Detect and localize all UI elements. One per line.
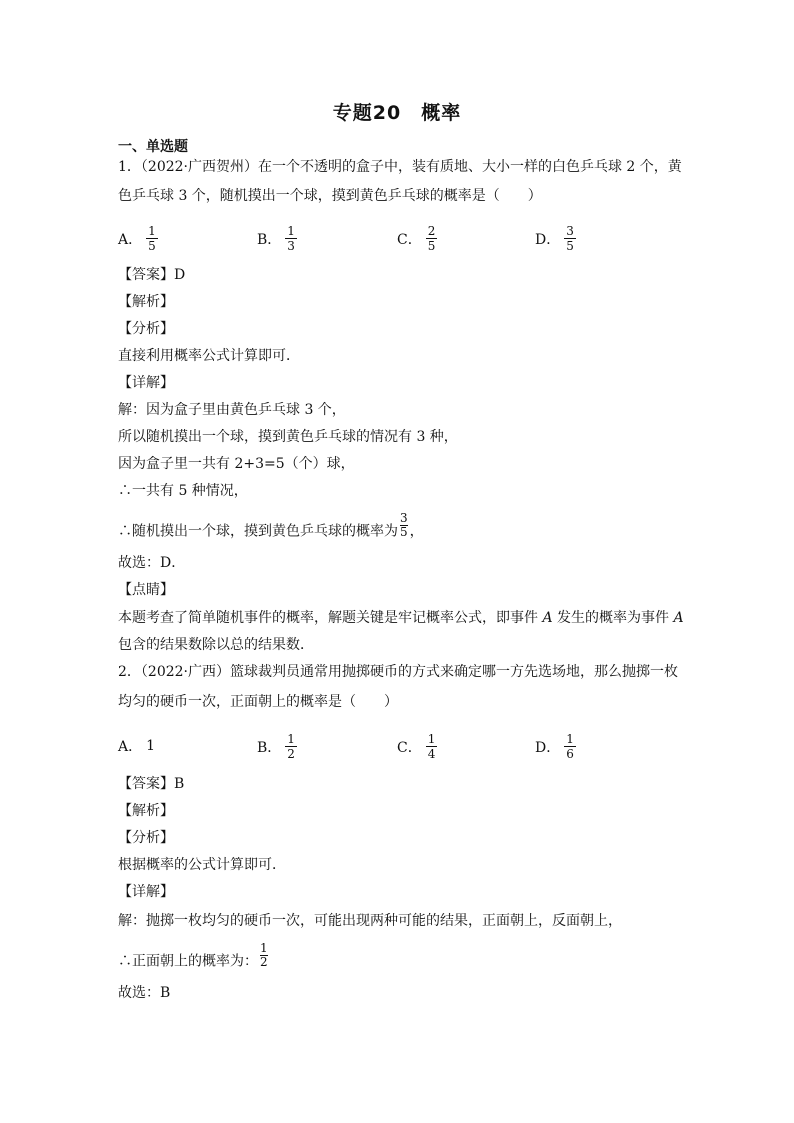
- option-fraction: [285, 224, 297, 253]
- comment-text: 本题考查了简单随机事件的概率，解题关键是牢记概率公式，即事件: [118, 610, 543, 626]
- fraction-numerator: 1: [566, 732, 574, 746]
- fraction-numerator: 1: [287, 224, 295, 238]
- fraction-denominator: 5: [148, 239, 156, 253]
- option-fraction: [426, 732, 438, 761]
- q1-fenxi-heading: 【分析】: [118, 321, 174, 337]
- fraction-numerator: 3: [566, 224, 574, 238]
- detail-text-end: ，: [409, 523, 424, 540]
- option-label: D．: [535, 739, 561, 756]
- q2-stem-line2: 均匀的硬币一次，正面朝上的概率是（ ）: [118, 694, 398, 710]
- variable-a: A: [542, 610, 553, 626]
- q1-option-d: [535, 224, 576, 253]
- q2-detail-line1: 解：抛掷一枚均匀的硬币一次，可能出现两种可能的结果，正面朝上，反面朝上，: [118, 913, 622, 929]
- q1-option-a: [118, 224, 158, 253]
- fraction-denominator: 2: [260, 955, 268, 969]
- q2-xiangjie-heading: 【详解】: [118, 884, 174, 900]
- fraction-denominator: 3: [287, 239, 295, 253]
- q1-detail-line5: [118, 511, 424, 545]
- q1-stem-line2: 色乒乓球 3 个，随机摸出一个球，摸到黄色乒乓球的概率是（ ）: [118, 188, 542, 204]
- option-fraction: [426, 224, 438, 253]
- option-fraction: [146, 224, 158, 253]
- option-label: B．: [257, 231, 282, 248]
- variable-a: A: [673, 610, 684, 626]
- q1-detail-line2: 所以随机摸出一个球，摸到黄色乒乓球的情况有 3 种，: [118, 429, 458, 445]
- q1-dianjing-heading: 【点睛】: [118, 582, 174, 598]
- q1-comment-line2: 包含的结果数除以总的结果数．: [118, 637, 314, 653]
- q1-option-b: [257, 224, 297, 253]
- fraction-numerator: 1: [260, 941, 268, 955]
- detail-text: ∴正面朝上的概率为：: [118, 953, 258, 970]
- fraction-denominator: 5: [566, 239, 574, 253]
- inline-fraction: [400, 512, 408, 539]
- q1-fenxi-text: 直接利用概率公式计算即可．: [118, 348, 300, 364]
- option-label: D．: [535, 231, 561, 248]
- q2-option-a: [118, 736, 155, 756]
- q1-answer: 【答案】D: [118, 267, 186, 283]
- section-heading: 一、单选题: [118, 139, 188, 155]
- q2-jiexi-heading: 【解析】: [118, 803, 174, 819]
- q1-detail-line3: 因为盒子里一共有 2+3=5（个）球，: [118, 456, 355, 472]
- fraction-numerator: 1: [287, 732, 295, 746]
- option-label: B．: [257, 739, 282, 756]
- q2-option-c: [397, 732, 437, 761]
- fraction-denominator: 2: [287, 747, 295, 761]
- q2-choose: 故选：B: [118, 985, 171, 1001]
- detail-text: ∴随机摸出一个球，摸到黄色乒乓球的概率为: [118, 523, 398, 540]
- q1-jiexi-heading: 【解析】: [118, 294, 174, 310]
- q1-choose: 故选：D．: [118, 555, 186, 571]
- fraction-numerator: 1: [427, 732, 436, 746]
- fraction-numerator: 2: [427, 224, 436, 238]
- option-value: 1: [146, 738, 156, 754]
- q1-comment-line1: [118, 608, 684, 628]
- fraction-denominator: 5: [400, 525, 408, 539]
- q1-xiangjie-heading: 【详解】: [118, 375, 174, 391]
- option-fraction: [564, 732, 576, 761]
- option-label: C．: [397, 231, 422, 248]
- option-label: A．: [118, 231, 143, 248]
- q1-option-c: [397, 224, 437, 253]
- fraction-denominator: 6: [566, 747, 574, 761]
- q2-fenxi-heading: 【分析】: [118, 830, 174, 846]
- inline-fraction: [260, 942, 268, 969]
- q2-fenxi-text: 根据概率的公式计算即可．: [118, 857, 286, 873]
- option-fraction: [285, 732, 297, 761]
- option-label: A．: [118, 739, 143, 755]
- page-title: 专题20 概率: [332, 102, 462, 124]
- q2-answer: 【答案】B: [118, 776, 185, 792]
- option-label: C．: [397, 739, 422, 756]
- fraction-numerator: 1: [148, 224, 156, 238]
- q2-option-b: [257, 732, 297, 761]
- q2-option-d: [535, 732, 576, 761]
- option-fraction: [564, 224, 576, 253]
- q2-stem-line1: 2．（2022·广西）篮球裁判员通常用抛掷硬币的方式来确定哪一方先选场地，那么抛掷一枚: [118, 664, 678, 680]
- fraction-denominator: 4: [427, 747, 436, 761]
- q1-detail-line1: 解：因为盒子里由黄色乒乓球 3 个，: [118, 402, 346, 418]
- fraction-numerator: 3: [400, 511, 408, 525]
- q1-detail-line4: ∴一共有 5 种情况，: [118, 483, 248, 499]
- comment-text: 发生的概率为事件: [552, 610, 674, 626]
- fraction-denominator: 5: [427, 239, 436, 253]
- q1-stem-line1: 1．（2022·广西贺州）在一个不透明的盒子中，装有质地、大小一样的白色乒乓球 2 个，黄: [118, 159, 682, 175]
- q2-detail-line2: [118, 941, 270, 975]
